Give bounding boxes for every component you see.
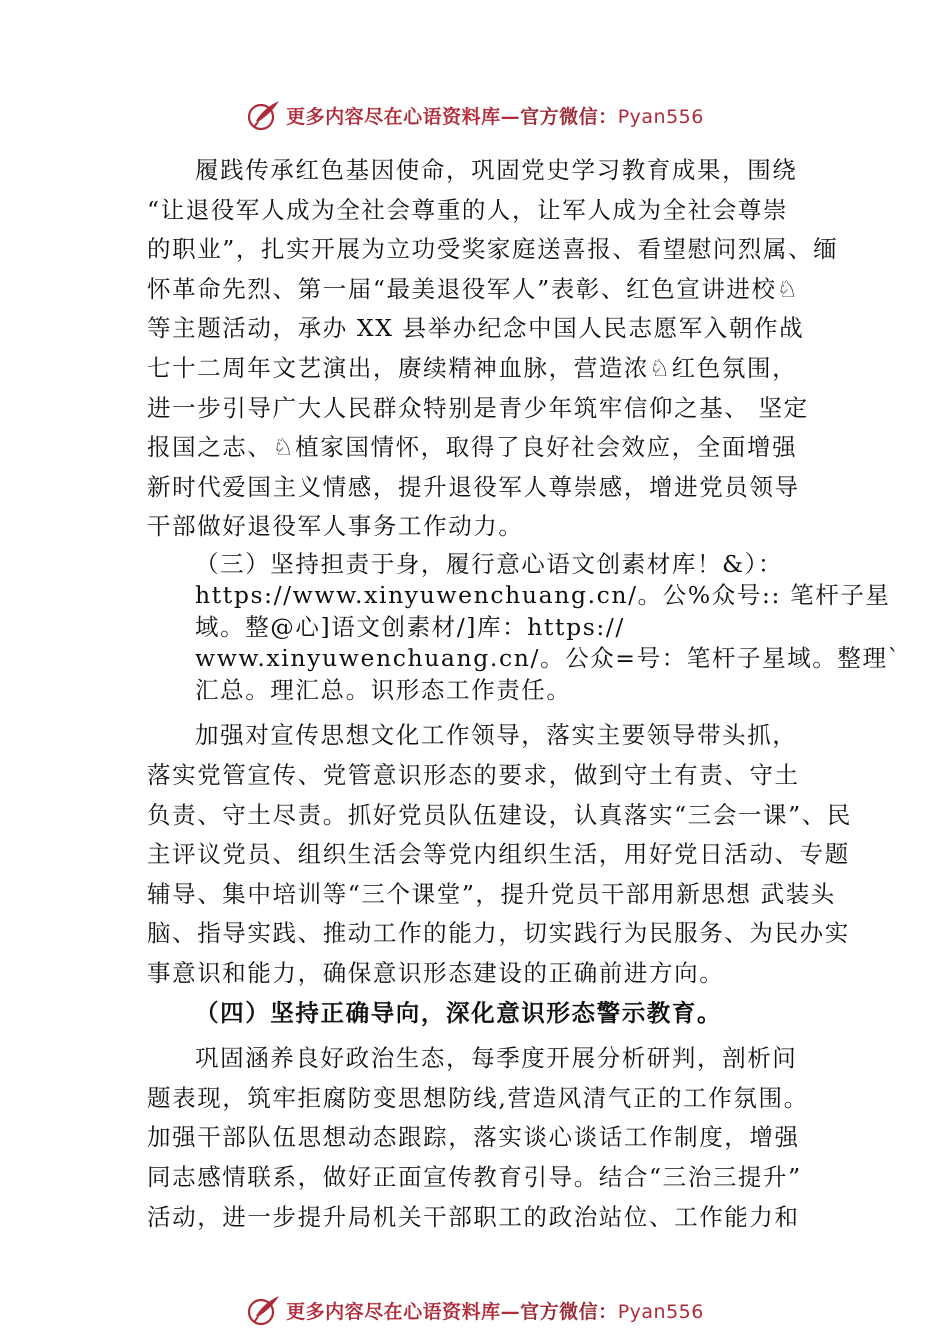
footer-watermark-banner	[0, 1290, 950, 1330]
text-line: 巩固涵养良好政治生态，每季度开展分析研判，剖析问	[195, 1044, 798, 1073]
text-line: 怀革命先烈、第一届“最美退役军人”表彰、红色宣讲进校♘	[147, 274, 800, 303]
banner-text	[286, 1297, 704, 1324]
header-watermark-banner	[0, 95, 950, 135]
text-line: 同志感情联系，做好正面宣传教育引导。结合“三治三提升”	[147, 1162, 802, 1191]
text-line: “让退役军人成为全社会尊重的人，让军人成为全社会尊崇	[147, 195, 789, 224]
banner-wechat-id: Pyan556	[617, 1300, 704, 1323]
banner-main-text: 更多内容尽在心语资料库	[286, 105, 501, 128]
text-line: 新时代爱国主义情感，提升退役军人尊崇感，增进党员领导	[147, 472, 800, 501]
text-line: 加强干部队伍思想动态跟踪，落实谈心谈话工作制度，增强	[147, 1123, 800, 1152]
text-line: 事意识和能力，确保意识形态建设的正确前进方向。	[147, 959, 725, 987]
section-heading-4: （四）坚持正确导向，深化意识形态警示教育。	[195, 998, 723, 1027]
banner-dash: —	[500, 105, 521, 128]
text-line: 主评议党员、组织生活会等党内组织生活，用好党日活动、专题	[147, 840, 850, 869]
banner-wechat-label: 官方微信：	[520, 1300, 618, 1323]
text-line: 汇总。理汇总。识形态工作责任。	[195, 675, 572, 704]
banner-wechat-id: Pyan556	[617, 105, 704, 128]
text-line: 报国之志、♘植家国情怀，取得了良好社会效应，全面增强	[147, 433, 798, 462]
text-line: 负责、守土尽责。抓好党员队伍建设，认真落实“三会一课”、民	[147, 800, 852, 829]
text-line: 干部做好退役军人事务工作动力。	[147, 512, 524, 541]
banner-text	[286, 102, 704, 129]
text-line: 落实党管宣传、党管意识形态的要求，做到守土有责、守土	[147, 761, 800, 790]
text-line: 题表现，筑牢拒腐防变思想防线,营造风清气正的工作氛围。	[147, 1083, 809, 1112]
document-body	[147, 151, 901, 1237]
feather-pen-logo-icon	[246, 1292, 282, 1328]
text-line: 域。整@心]语文创素材/]库：https://	[195, 612, 625, 641]
text-line: 七十二周年文艺演出，赓续精神血脉，营造浓♘红色氛围，	[147, 353, 798, 382]
banner-dash: —	[500, 1300, 521, 1323]
paragraph-political-ecology	[147, 1039, 837, 1237]
text-line: 的职业”，扎实开展为立功受奖家庭送喜报、看望慰问烈属、缅	[147, 235, 839, 264]
feather-pen-logo-icon	[246, 97, 282, 133]
text-line: 辅导、集中培训等“三个课堂”，提升党员干部用新思想 武装头	[147, 879, 836, 908]
text-line: 脑、指导实践、推动工作的能力，切实践行为民服务、为民办实	[147, 919, 850, 948]
text-line: 加强对宣传思想文化工作领导，落实主要领导带头抓，	[195, 721, 798, 750]
text-line: （三）坚持担责于身，履行意心语文创素材库！&）：	[195, 549, 784, 578]
text-line: 进一步引导广大人民群众特别是青少年筑牢信仰之基、 坚定	[147, 393, 809, 422]
banner-main-text: 更多内容尽在心语资料库	[286, 1300, 501, 1323]
section-heading-3	[147, 549, 901, 707]
text-line: 活动，进一步提升局机关干部职工的政治站位、工作能力和	[147, 1202, 800, 1231]
paragraph-propaganda	[147, 716, 852, 993]
text-line: 等主题活动，承办 XX 县举办纪念中国人民志愿军入朝作战	[147, 314, 805, 343]
text-line: https://www.xinyuwenchuang.cn/。公%众号:: 笔杆子星	[195, 581, 891, 610]
text-line: 履践传承红色基因使命，巩固党史学习教育成果，围绕	[195, 156, 798, 184]
text-line: www.xinyuwenchuang.cn/。公众=号：笔杆子星域。整理`	[195, 644, 901, 673]
banner-wechat-label: 官方微信：	[520, 105, 618, 128]
paragraph-red-gene	[147, 151, 837, 547]
